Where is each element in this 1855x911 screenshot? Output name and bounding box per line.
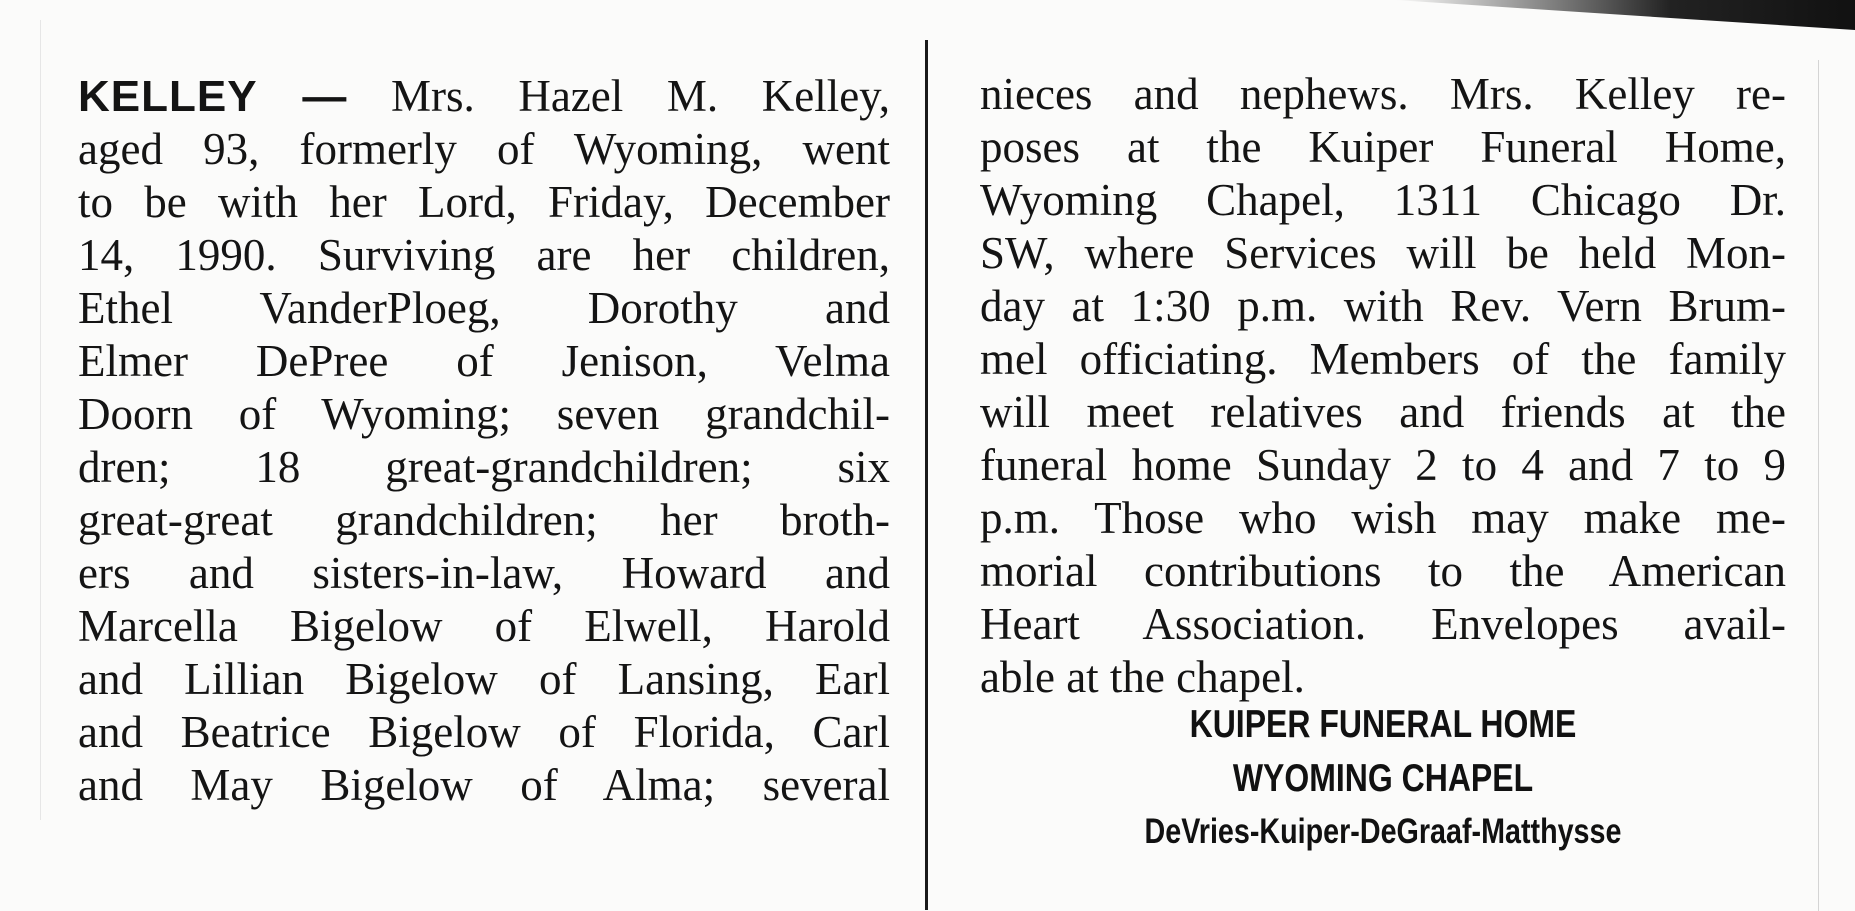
obituary-line: Wyoming Chapel, 1311 Chicago Dr. [980, 175, 1786, 225]
obituary-line: Heart Association. Envelopes avail- [980, 599, 1786, 649]
funeral-home-partners: DeVries-Kuiper-DeGraaf-Matthysse [1144, 812, 1622, 851]
obituary-line: to be with her Lord, Friday, December [78, 177, 890, 227]
obituary-line: SW, where Services will be held Mon- [980, 228, 1786, 278]
obituary-right-column [980, 68, 1786, 704]
obituary-line: and May Bigelow of Alma; several [78, 760, 890, 810]
obituary-line: able at the chapel. [980, 652, 1305, 702]
obituary-line: Ethel VanderPloeg, Dorothy and [78, 283, 890, 333]
obituary-line: and Lillian Bigelow of Lansing, Earl [78, 654, 890, 704]
obituary-left-column [78, 70, 890, 812]
obituary-line: and Beatrice Bigelow of Florida, Carl [78, 707, 890, 757]
obituary-line: mel officiating. Members of the family [980, 334, 1786, 384]
column-divider [925, 40, 928, 910]
funeral-home-signature [1053, 698, 1714, 858]
obituary-line: p.m. Those who wish may make me- [980, 493, 1786, 543]
scan-corner-shadow [1395, 0, 1855, 30]
obituary-line: aged 93, formerly of Wyoming, went [78, 124, 890, 174]
obituary-line: morial contributions to the American [980, 546, 1786, 596]
left-column-edge [40, 20, 41, 820]
obituary-line: Elmer DePree of Jenison, Velma [78, 336, 890, 386]
obituary-line-text: Mrs. Hazel M. Kelley, [390, 71, 890, 121]
obituary-line: Doorn of Wyoming; seven grandchil- [78, 389, 890, 439]
obituary-name-heading: KELLEY — [78, 72, 348, 121]
obituary-line: funeral home Sunday 2 to 4 and 7 to 9 [980, 440, 1786, 490]
funeral-home-name: KUIPER FUNERAL HOME [1189, 703, 1577, 746]
obituary-line: ers and sisters-in-law, Howard and [78, 548, 890, 598]
obituary-line [78, 70, 890, 123]
obituary-line: dren; 18 great-grandchildren; six [78, 442, 890, 492]
right-column-edge [1818, 60, 1819, 911]
chapel-name: WYOMING CHAPEL [1232, 757, 1534, 800]
obituary-line: poses at the Kuiper Funeral Home, [980, 122, 1786, 172]
obituary-line: Marcella Bigelow of Elwell, Harold [78, 601, 890, 651]
obituary-line: 14, 1990. Surviving are her children, [78, 230, 890, 280]
obituary-line: great-great grandchildren; her broth- [78, 495, 890, 545]
obituary-line: day at 1:30 p.m. with Rev. Vern Brum- [980, 281, 1786, 331]
obituary-line: nieces and nephews. Mrs. Kelley re- [980, 69, 1786, 119]
obituary-line: will meet relatives and friends at the [980, 387, 1786, 437]
